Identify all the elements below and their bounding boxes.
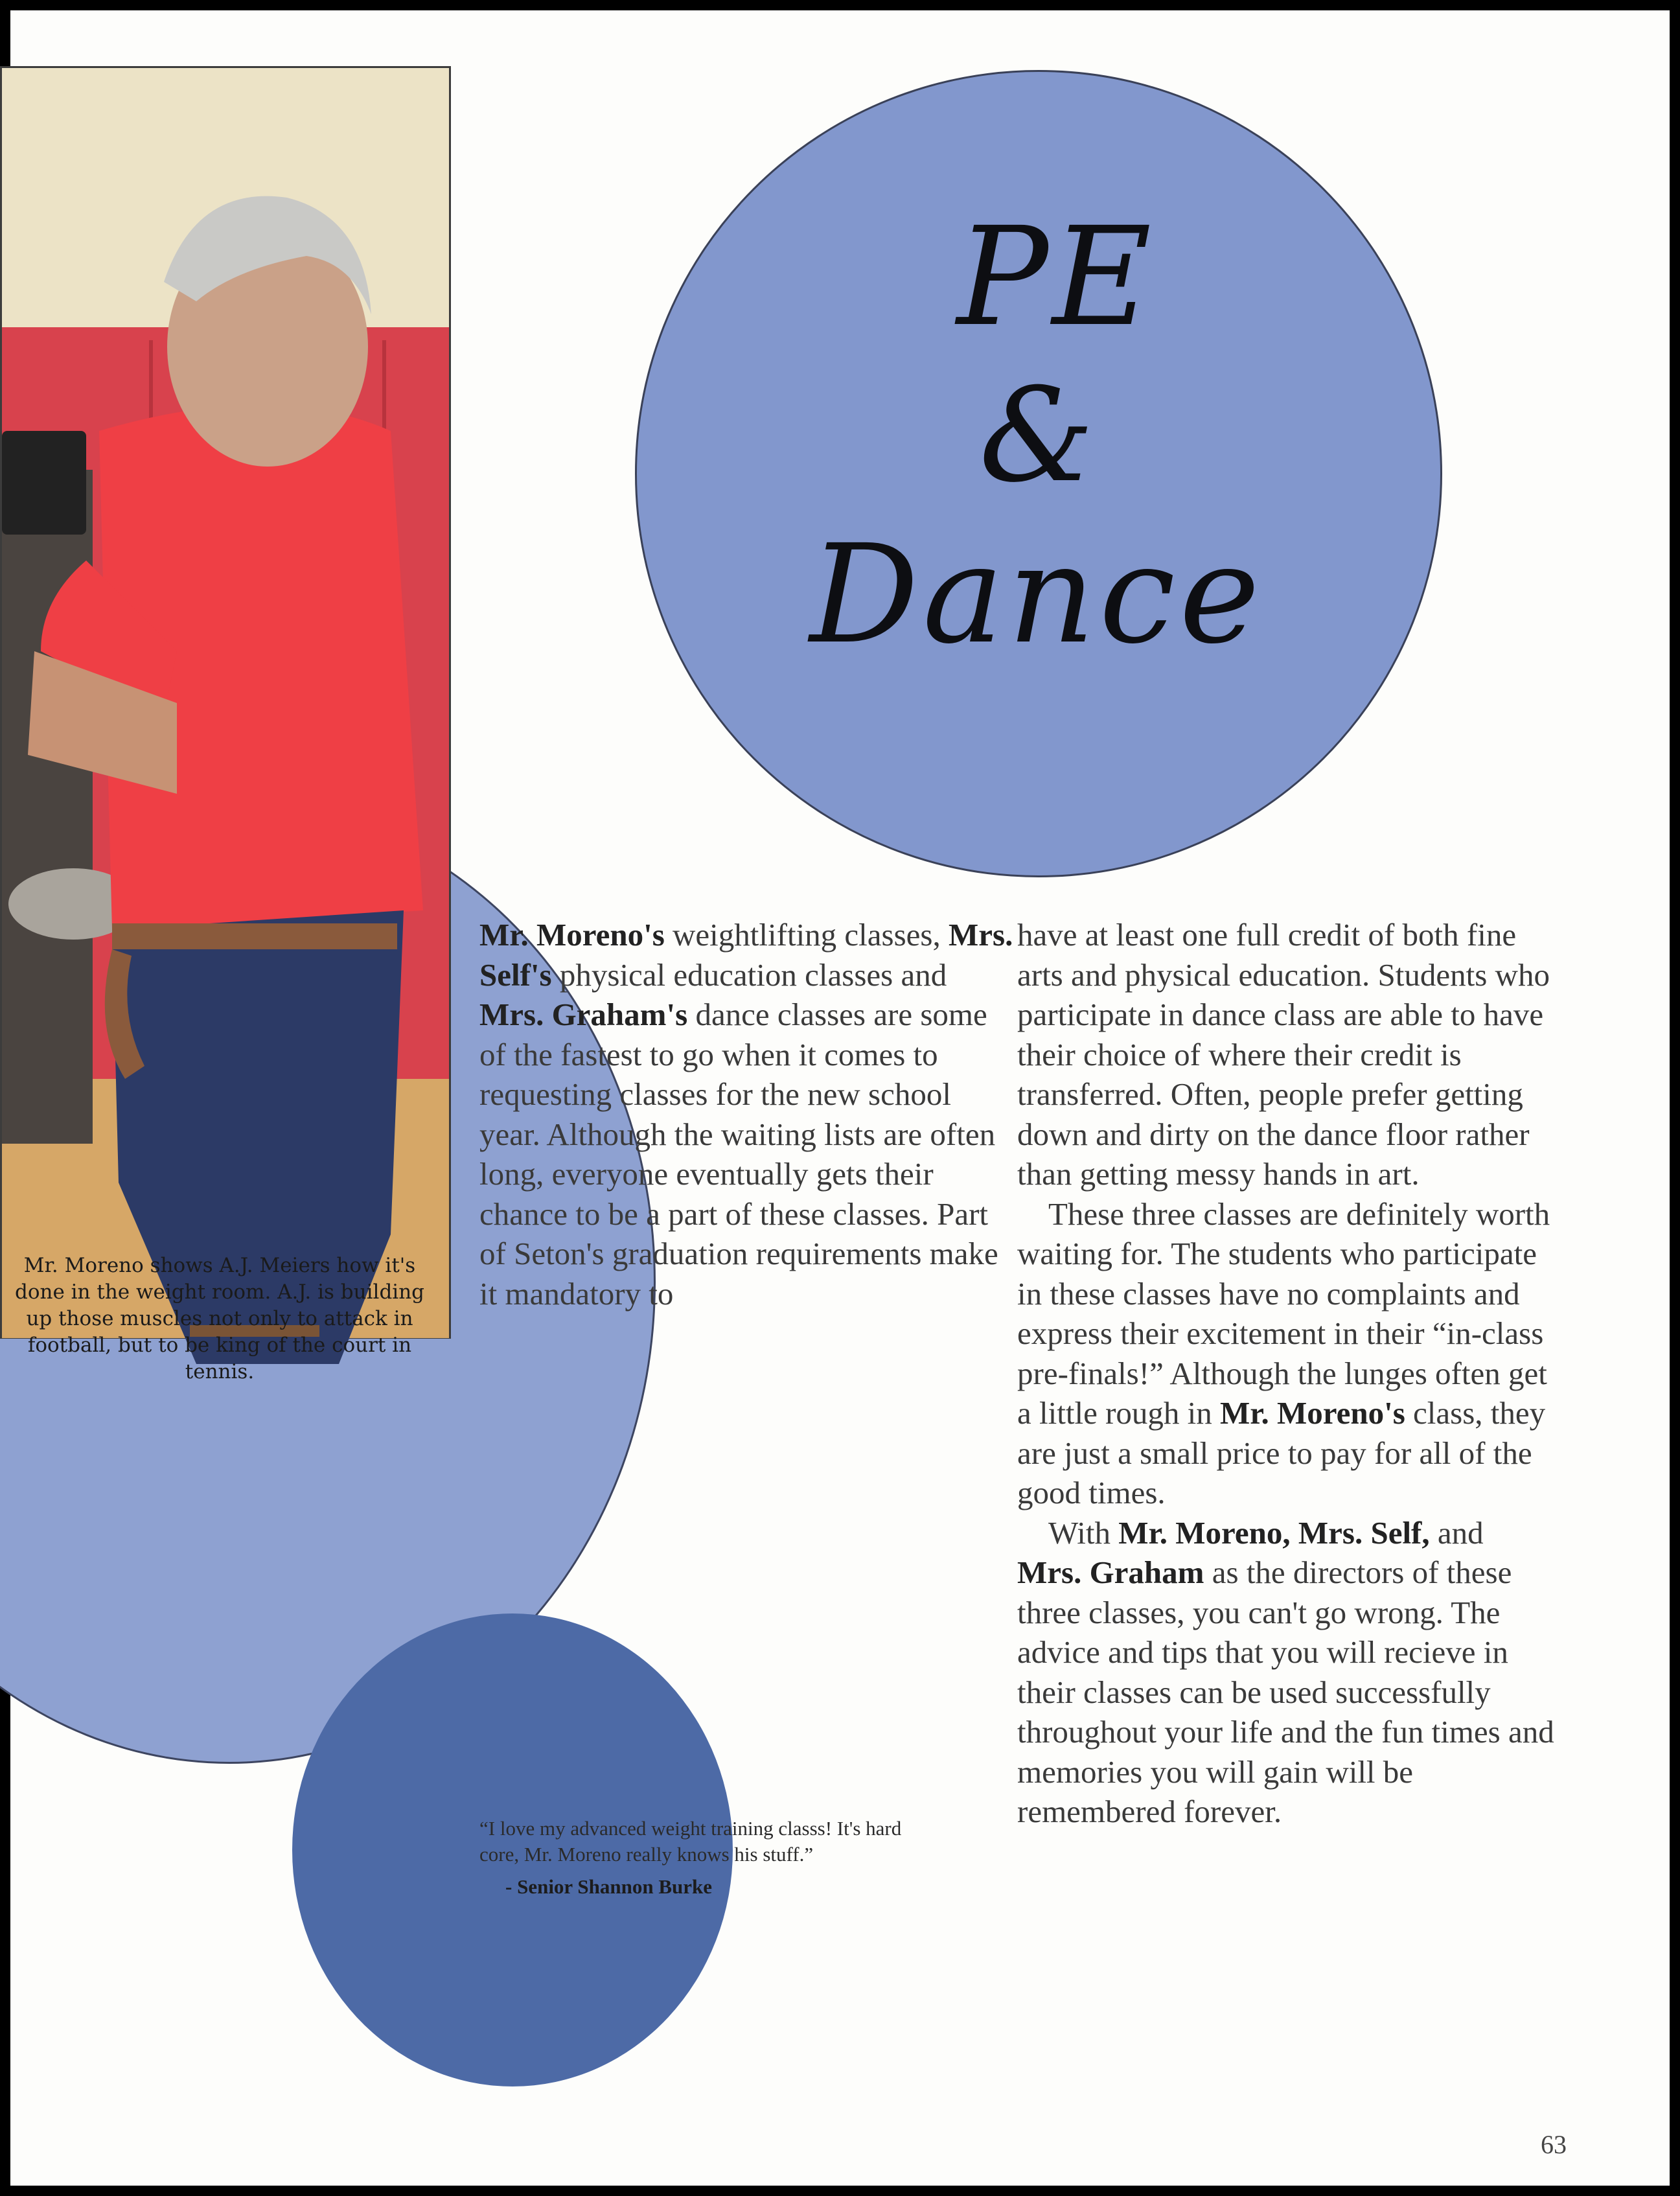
body-text: These three classes are definitely worth waiting for. The students who participate in these classes have no complaints and express their excitement in their “in-class pre-finals!” Although the lunges often get a little rough in [1017,1196,1550,1431]
bold-name: Mr. Moreno's [1220,1395,1405,1431]
title-line-dance: Dance [809,515,1264,674]
body-text: as the directors of these three classes, you can't go wrong. The advice and tips that you will recieve in their classes can be used successfully throughout your life and the fun times and memories you will gain will be remembered forever. [1017,1555,1554,1829]
quote-attribution: - Senior Shannon Burke [505,1875,713,1898]
photo-caption: Mr. Moreno shows A.J. Meiers how it's done in the weight room. A.J. is building up those muscles not only to attack in football, but to be king of the court in tennis. [14,1254,425,1383]
article-column-1 [479,915,1017,1313]
body-text: physical education classes and [551,956,947,993]
bold-name: Mr. Moreno, Mrs. Self, [1118,1514,1430,1551]
article-paragraph [1017,1194,1555,1513]
weight-room-photo [0,66,451,1383]
bold-name: Mrs. Graham's [479,997,688,1032]
body-text: and [1429,1514,1484,1551]
body-text: weightlifting classes, [664,917,949,953]
page-number: 63 [1541,2130,1567,2159]
body-text: class, they are just a small price to pay for all of the good times. [1017,1395,1546,1510]
photo-illustration [2,68,449,1337]
bold-name: Mrs. Self's [479,917,1013,993]
article-paragraph [479,915,1017,1313]
article-paragraph: have at least one full credit of both fine arts and physical education. Students who participate in dance class are able to have their choice of where their credit is transferred. Often, people prefer getting down and dirty on the dance floor rather than getting messy hands in art. [1017,917,1550,1192]
article-column-2 [1017,915,1555,1832]
quote-text: “I love my advanced weight training classs! It's hard core, Mr. Moreno really knows his stuff.” [479,1817,902,1866]
body-text: dance classes are some of the fastest to go when it comes to requesting classes for the new school year. Although the waiting lists are often long, everyone eventually gets their chance to be a part of these classes. Part of Seton's graduation requirements make it mandatory to [479,997,998,1312]
student-quote [479,1816,946,1900]
title-line-ampersand: & [978,360,1095,511]
page-title [635,70,1438,873]
bold-name: Mrs. Graham [1017,1555,1204,1590]
bold-name: Mr. Moreno's [479,917,665,953]
title-line-pe: PE [956,198,1156,356]
article-paragraph [1017,1513,1555,1832]
yearbook-page [10,10,1670,2186]
body-text: With [1048,1514,1119,1551]
